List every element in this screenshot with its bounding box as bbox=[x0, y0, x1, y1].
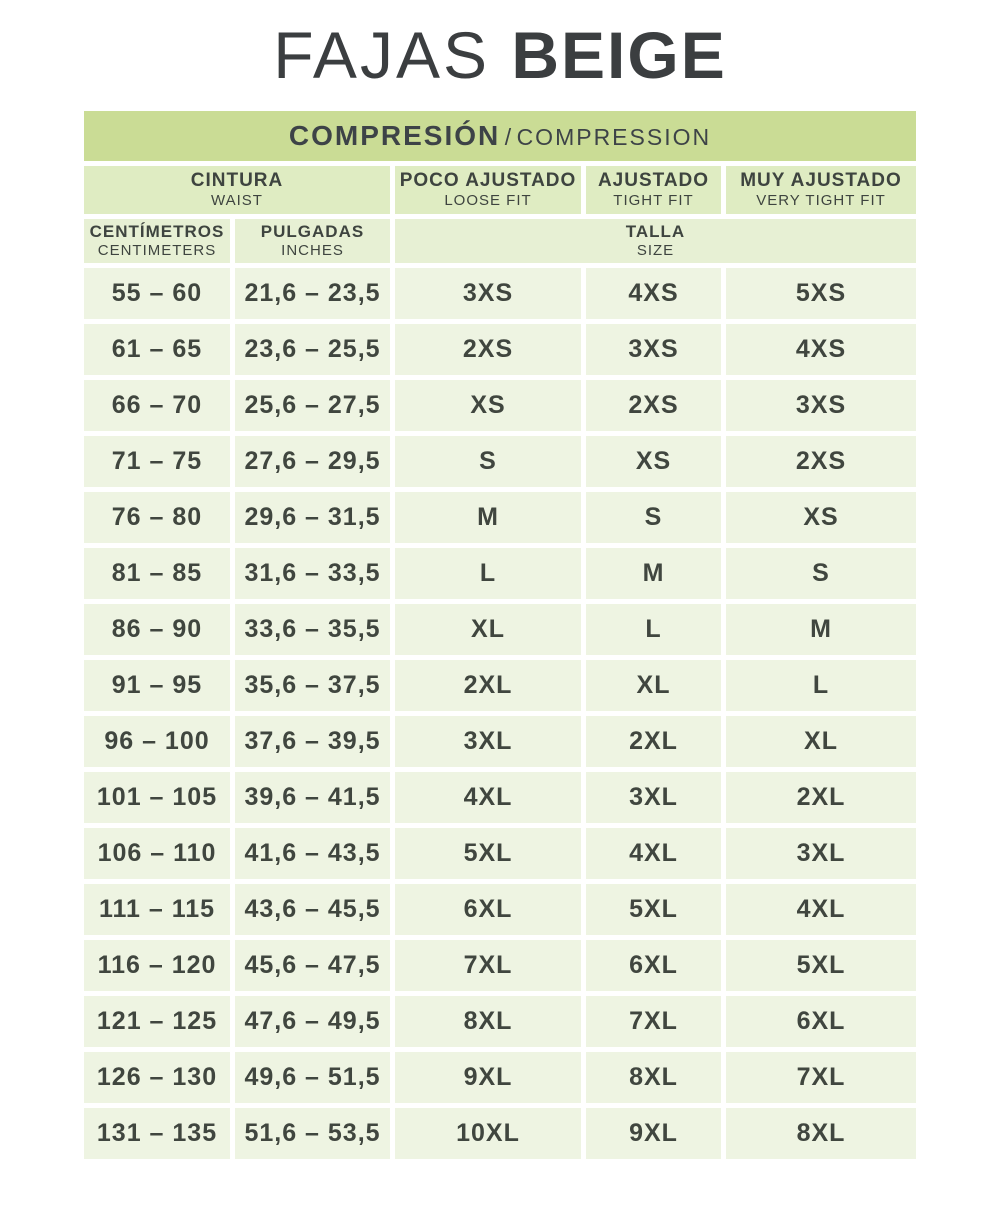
centimeters-cell: 76 – 80 bbox=[84, 492, 230, 543]
tight-fit-size-cell: XS bbox=[586, 436, 721, 487]
tight-fit-label-es: AJUSTADO bbox=[597, 170, 710, 192]
loose-fit-size-cell: 9XL bbox=[395, 1052, 581, 1103]
very-tight-fit-size-cell: 3XS bbox=[726, 380, 916, 431]
centimeters-cell: 106 – 110 bbox=[84, 828, 230, 879]
compression-label-en: COMPRESSION bbox=[516, 123, 712, 150]
size-table-body bbox=[84, 268, 916, 1159]
very-tight-fit-size-cell: 2XS bbox=[726, 436, 916, 487]
waist-label-es: CINTURA bbox=[190, 170, 284, 192]
centimeters-cell: 71 – 75 bbox=[84, 436, 230, 487]
centimeters-cell: 86 – 90 bbox=[84, 604, 230, 655]
very-tight-fit-size-cell: 7XL bbox=[726, 1052, 916, 1103]
page-title bbox=[0, 18, 1000, 94]
table-row bbox=[84, 436, 916, 487]
inches-cell: 27,6 – 29,5 bbox=[235, 436, 390, 487]
loose-fit-size-cell: XL bbox=[395, 604, 581, 655]
table-row bbox=[84, 940, 916, 991]
tight-fit-size-cell: L bbox=[586, 604, 721, 655]
very-tight-fit-size-cell: 3XL bbox=[726, 828, 916, 879]
very-tight-fit-size-cell: M bbox=[726, 604, 916, 655]
very-tight-fit-size-cell: 8XL bbox=[726, 1108, 916, 1159]
very-tight-fit-size-cell: 6XL bbox=[726, 996, 916, 1047]
very-tight-fit-size-cell: L bbox=[726, 660, 916, 711]
very-tight-fit-size-cell: 2XL bbox=[726, 772, 916, 823]
inches-header-cell bbox=[235, 219, 390, 263]
centimeters-cell: 55 – 60 bbox=[84, 268, 230, 319]
very-tight-fit-size-cell: 5XS bbox=[726, 268, 916, 319]
loose-fit-size-cell: 2XS bbox=[395, 324, 581, 375]
inches-cell: 21,6 – 23,5 bbox=[235, 268, 390, 319]
inches-cell: 51,6 – 53,5 bbox=[235, 1108, 390, 1159]
title-color-word: BEIGE bbox=[511, 18, 727, 92]
loose-fit-size-cell: 2XL bbox=[395, 660, 581, 711]
table-row bbox=[84, 548, 916, 599]
tight-fit-size-cell: 4XL bbox=[586, 828, 721, 879]
very-tight-fit-size-cell: 5XL bbox=[726, 940, 916, 991]
loose-fit-label-es: POCO AJUSTADO bbox=[399, 170, 577, 192]
waist-label-en: WAIST bbox=[211, 192, 263, 210]
very-tight-fit-label-es: MUY AJUSTADO bbox=[740, 170, 902, 192]
size-label-en: SIZE bbox=[636, 241, 675, 259]
centimeters-cell: 131 – 135 bbox=[84, 1108, 230, 1159]
tight-fit-header-cell bbox=[586, 166, 721, 214]
tight-fit-size-cell: 2XL bbox=[586, 716, 721, 767]
compression-band-row bbox=[84, 111, 916, 161]
tight-fit-size-cell: M bbox=[586, 548, 721, 599]
units-header-row bbox=[84, 219, 916, 263]
compression-label-es: COMPRESIÓN bbox=[288, 119, 501, 151]
tight-fit-size-cell: 2XS bbox=[586, 380, 721, 431]
size-header-cell bbox=[395, 219, 916, 263]
inches-label-en: INCHES bbox=[281, 241, 344, 259]
loose-fit-size-cell: 6XL bbox=[395, 884, 581, 935]
tight-fit-size-cell: 3XS bbox=[586, 324, 721, 375]
centimeters-label-en: CENTIMETERS bbox=[97, 241, 217, 259]
inches-cell: 41,6 – 43,5 bbox=[235, 828, 390, 879]
tight-fit-size-cell: 6XL bbox=[586, 940, 721, 991]
loose-fit-size-cell: 5XL bbox=[395, 828, 581, 879]
tight-fit-size-cell: 7XL bbox=[586, 996, 721, 1047]
table-row bbox=[84, 604, 916, 655]
table-row bbox=[84, 324, 916, 375]
centimeters-cell: 96 – 100 bbox=[84, 716, 230, 767]
loose-fit-size-cell: L bbox=[395, 548, 581, 599]
table-row bbox=[84, 660, 916, 711]
title-brand-word: FAJAS bbox=[273, 18, 490, 92]
centimeters-label-es: CENTÍMETROS bbox=[89, 221, 225, 241]
very-tight-fit-label-en: VERY TIGHT FIT bbox=[756, 192, 886, 210]
loose-fit-size-cell: 3XL bbox=[395, 716, 581, 767]
inches-cell: 47,6 – 49,5 bbox=[235, 996, 390, 1047]
centimeters-cell: 121 – 125 bbox=[84, 996, 230, 1047]
loose-fit-size-cell: 3XS bbox=[395, 268, 581, 319]
very-tight-fit-size-cell: 4XL bbox=[726, 884, 916, 935]
table-row bbox=[84, 996, 916, 1047]
tight-fit-size-cell: 5XL bbox=[586, 884, 721, 935]
centimeters-cell: 126 – 130 bbox=[84, 1052, 230, 1103]
size-label-es: TALLA bbox=[625, 221, 686, 241]
fit-header-row bbox=[84, 166, 916, 214]
centimeters-cell: 91 – 95 bbox=[84, 660, 230, 711]
table-row bbox=[84, 772, 916, 823]
table-row bbox=[84, 716, 916, 767]
inches-cell: 35,6 – 37,5 bbox=[235, 660, 390, 711]
loose-fit-size-cell: XS bbox=[395, 380, 581, 431]
loose-fit-label-en: LOOSE FIT bbox=[444, 192, 532, 210]
tight-fit-size-cell: 3XL bbox=[586, 772, 721, 823]
very-tight-fit-size-cell: XS bbox=[726, 492, 916, 543]
inches-cell: 39,6 – 41,5 bbox=[235, 772, 390, 823]
compression-separator: / bbox=[504, 123, 513, 150]
tight-fit-size-cell: S bbox=[586, 492, 721, 543]
centimeters-cell: 81 – 85 bbox=[84, 548, 230, 599]
loose-fit-size-cell: S bbox=[395, 436, 581, 487]
inches-cell: 33,6 – 35,5 bbox=[235, 604, 390, 655]
very-tight-fit-header-cell bbox=[726, 166, 916, 214]
tight-fit-size-cell: 9XL bbox=[586, 1108, 721, 1159]
loose-fit-size-cell: M bbox=[395, 492, 581, 543]
size-table-head bbox=[84, 111, 916, 263]
very-tight-fit-size-cell: XL bbox=[726, 716, 916, 767]
table-row bbox=[84, 1108, 916, 1159]
inches-cell: 49,6 – 51,5 bbox=[235, 1052, 390, 1103]
centimeters-cell: 101 – 105 bbox=[84, 772, 230, 823]
centimeters-cell: 116 – 120 bbox=[84, 940, 230, 991]
table-row bbox=[84, 884, 916, 935]
very-tight-fit-size-cell: S bbox=[726, 548, 916, 599]
loose-fit-size-cell: 4XL bbox=[395, 772, 581, 823]
table-row bbox=[84, 1052, 916, 1103]
tight-fit-label-en: TIGHT FIT bbox=[613, 192, 694, 210]
inches-cell: 45,6 – 47,5 bbox=[235, 940, 390, 991]
inches-cell: 29,6 – 31,5 bbox=[235, 492, 390, 543]
tight-fit-size-cell: 8XL bbox=[586, 1052, 721, 1103]
inches-cell: 31,6 – 33,5 bbox=[235, 548, 390, 599]
inches-cell: 37,6 – 39,5 bbox=[235, 716, 390, 767]
inches-cell: 43,6 – 45,5 bbox=[235, 884, 390, 935]
inches-cell: 25,6 – 27,5 bbox=[235, 380, 390, 431]
very-tight-fit-size-cell: 4XS bbox=[726, 324, 916, 375]
inches-label-es: PULGADAS bbox=[260, 221, 365, 241]
loose-fit-header-cell bbox=[395, 166, 581, 214]
loose-fit-size-cell: 10XL bbox=[395, 1108, 581, 1159]
table-row bbox=[84, 380, 916, 431]
loose-fit-size-cell: 7XL bbox=[395, 940, 581, 991]
table-row bbox=[84, 492, 916, 543]
waist-header-cell bbox=[84, 166, 390, 214]
tight-fit-size-cell: XL bbox=[586, 660, 721, 711]
size-chart-page bbox=[0, 18, 1000, 1164]
centimeters-cell: 66 – 70 bbox=[84, 380, 230, 431]
table-row bbox=[84, 268, 916, 319]
centimeters-cell: 61 – 65 bbox=[84, 324, 230, 375]
inches-cell: 23,6 – 25,5 bbox=[235, 324, 390, 375]
centimeters-header-cell bbox=[84, 219, 230, 263]
size-chart-table bbox=[79, 106, 921, 1164]
centimeters-cell: 111 – 115 bbox=[84, 884, 230, 935]
loose-fit-size-cell: 8XL bbox=[395, 996, 581, 1047]
table-row bbox=[84, 828, 916, 879]
tight-fit-size-cell: 4XS bbox=[586, 268, 721, 319]
compression-header-cell bbox=[84, 111, 916, 161]
